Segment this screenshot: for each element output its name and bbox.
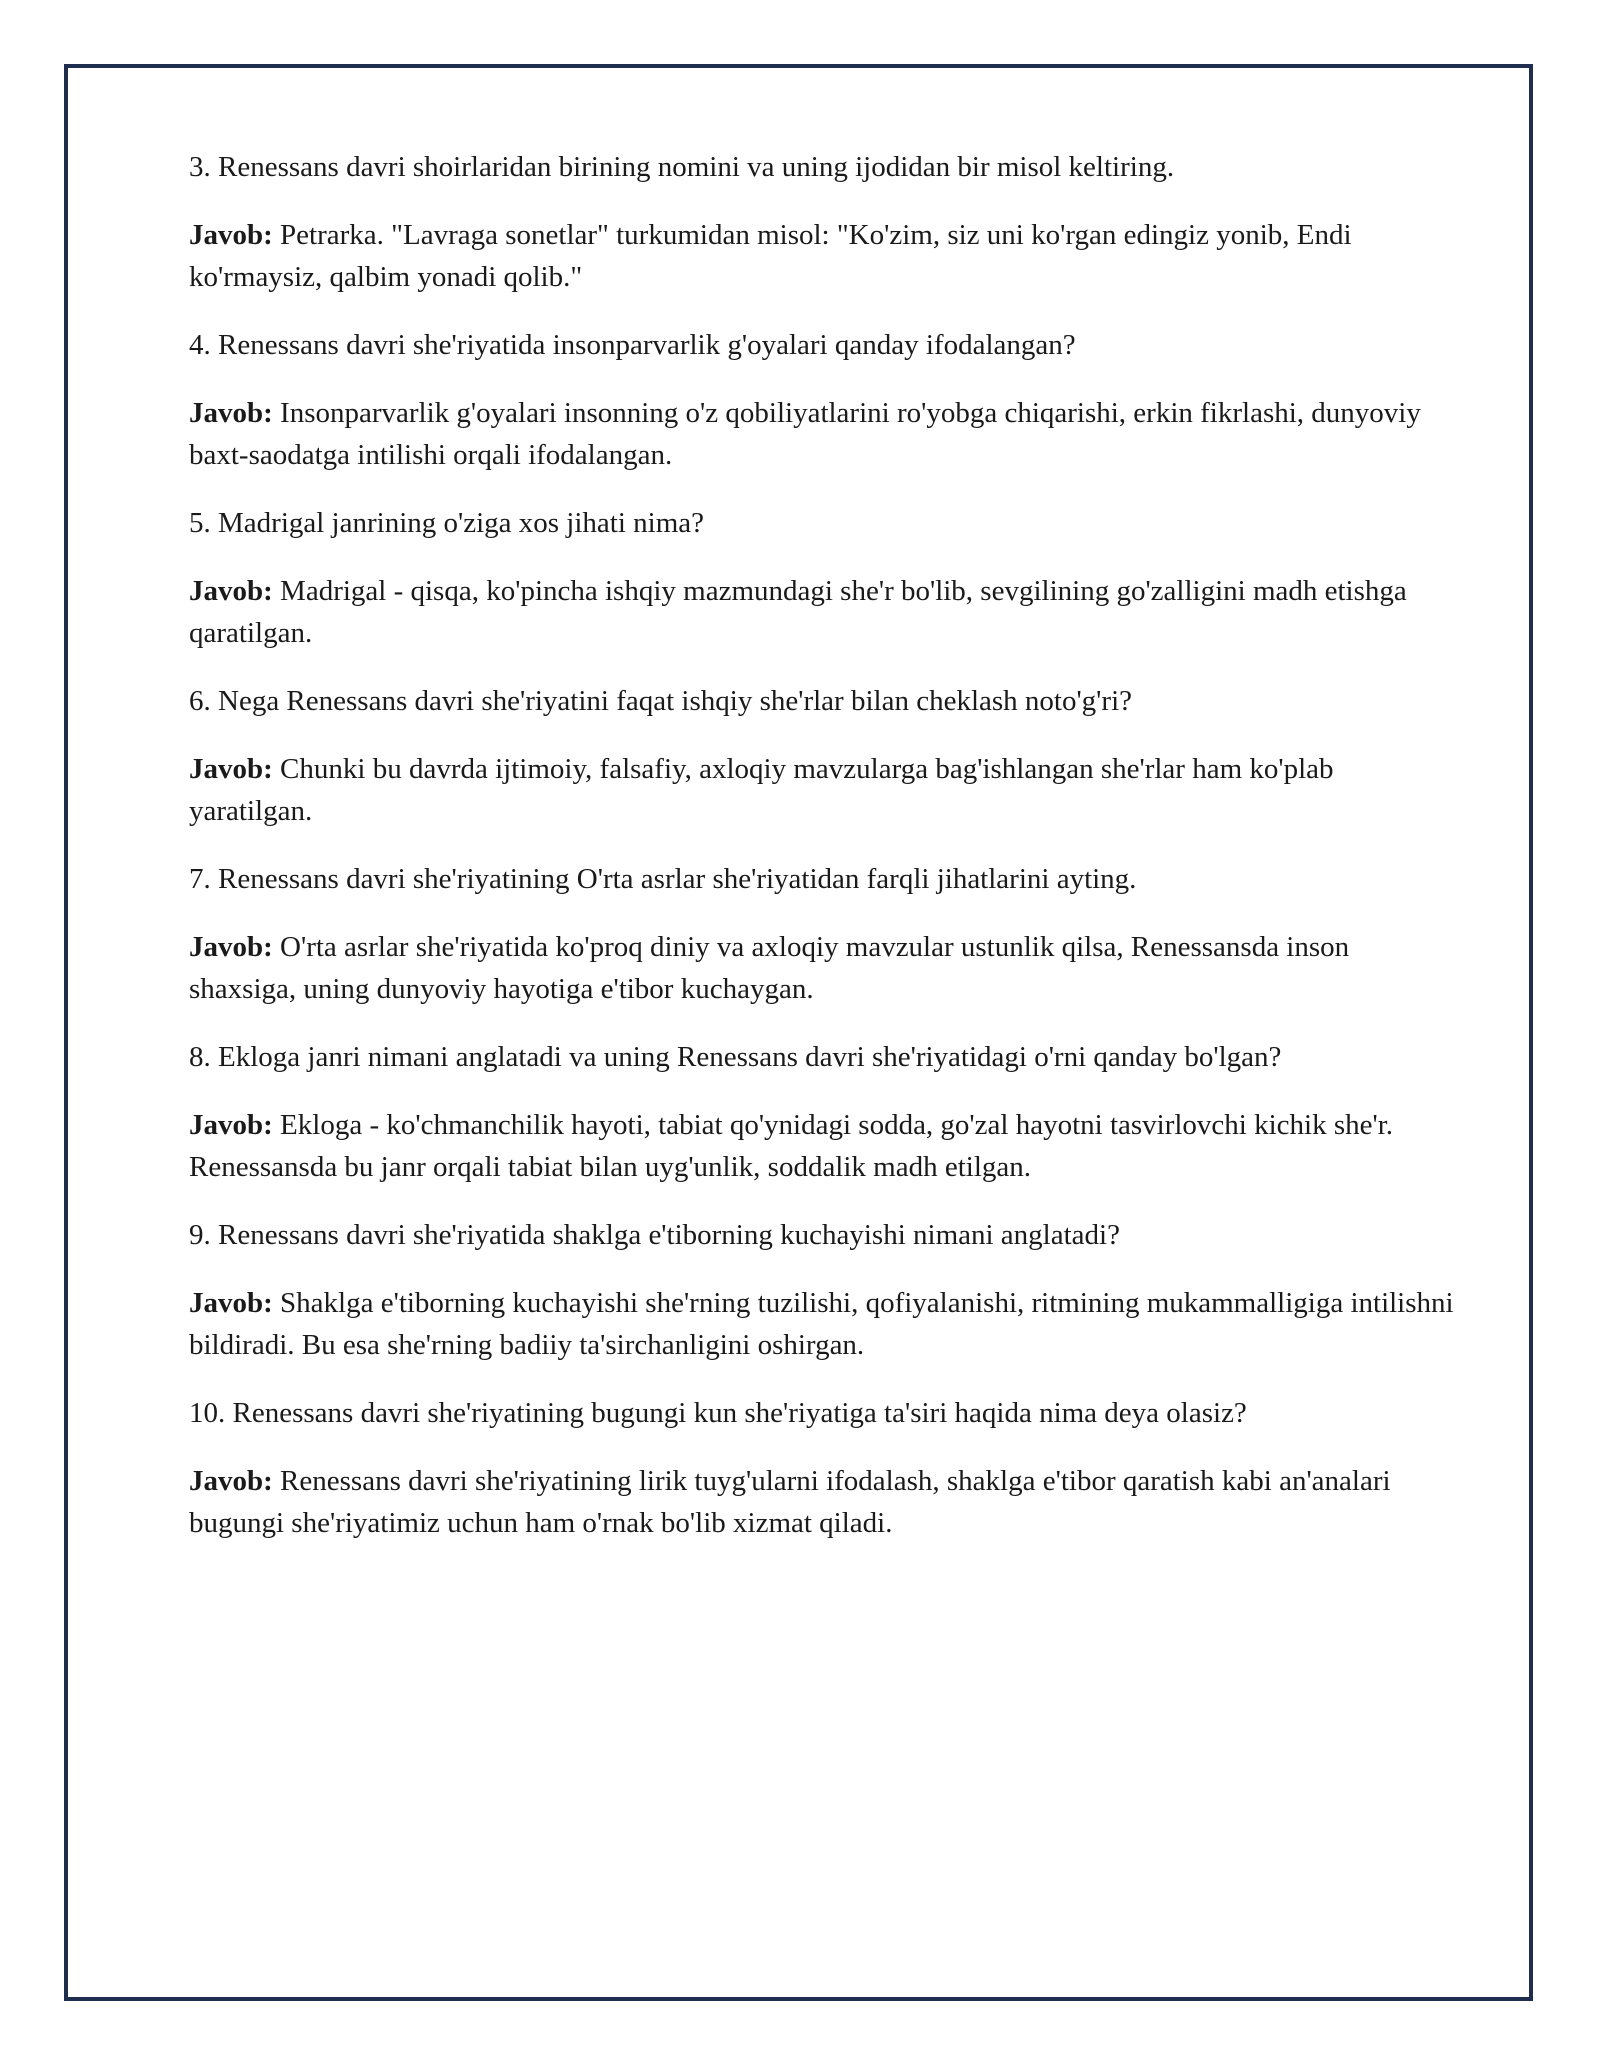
qa-item-8 <box>189 1036 1459 1188</box>
qa-item-10 <box>189 1392 1459 1544</box>
answer-label: Javob: <box>189 1465 273 1497</box>
answer-7 <box>189 926 1459 1010</box>
answer-6 <box>189 748 1459 832</box>
answer-text: Insonparvarlik g'oyalari insonning o'z qobiliyatlarini ro'yobga chiqarishi, erkin fikrlashi, dunyoviy baxt-saodatga intilishi orqali ifodalangan. <box>189 397 1421 471</box>
answer-label: Javob: <box>189 1287 273 1319</box>
qa-item-5 <box>189 502 1459 654</box>
answer-label: Javob: <box>189 575 273 607</box>
question-9: 9. Renessans davri she'riyatida shaklga e'tiborning kuchayishi nimani anglatadi? <box>189 1219 1120 1251</box>
answer-label: Javob: <box>189 931 273 963</box>
answer-9 <box>189 1282 1459 1366</box>
question-3: 3. Renessans davri shoirlaridan birining nomini va uning ijodidan bir misol keltiring. <box>189 151 1175 183</box>
answer-label: Javob: <box>189 753 273 785</box>
answer-label: Javob: <box>189 397 273 429</box>
qa-item-6 <box>189 680 1459 832</box>
answer-text: Petrarka. "Lavraga sonetlar" turkumidan misol: "Ko'zim, siz uni ko'rgan edingiz yonib, Endi ko'rmaysiz, qalbim yonadi qolib." <box>189 219 1352 293</box>
answer-4 <box>189 392 1459 476</box>
answer-text: Chunki bu davrda ijtimoiy, falsafiy, axloqiy mavzularga bag'ishlangan she'rlar ham ko'plab yaratilgan. <box>189 753 1334 827</box>
question-5: 5. Madrigal janrining o'ziga xos jihati nima? <box>189 507 705 539</box>
answer-text: Madrigal - qisqa, ko'pincha ishqiy mazmundagi she'r bo'lib, sevgilining go'zalligini madh etishga qaratilgan. <box>189 575 1407 649</box>
answer-3 <box>189 214 1459 298</box>
question-10: 10. Renessans davri she'riyatining bugungi kun she'riyatiga ta'siri haqida nima deya olasiz? <box>189 1397 1247 1429</box>
qa-item-9 <box>189 1214 1459 1366</box>
qa-item-4 <box>189 324 1459 476</box>
answer-text: Shaklga e'tiborning kuchayishi she'rning tuzilishi, qofiyalanishi, ritmining mukammalligiga intilishni bildiradi. Bu esa she'rning badiiy ta'sirchanligini oshirgan. <box>189 1287 1454 1361</box>
document-content <box>189 146 1459 1570</box>
answer-10 <box>189 1460 1459 1544</box>
question-6: 6. Nega Renessans davri she'riyatini faqat ishqiy she'rlar bilan cheklash noto'g'ri? <box>189 685 1132 717</box>
answer-text: O'rta asrlar she'riyatida ko'proq diniy va axloqiy mavzular ustunlik qilsa, Renessansda inson shaxsiga, uning dunyoviy hayotiga e'tibor kuchaygan. <box>189 931 1350 1005</box>
answer-text: Renessans davri she'riyatining lirik tuyg'ularni ifodalash, shaklga e'tibor qaratish kabi an'analari bugungi she'riyatimiz uchun ham o'rnak bo'lib xizmat qiladi. <box>189 1465 1391 1539</box>
answer-label: Javob: <box>189 1109 273 1141</box>
answer-label: Javob: <box>189 219 273 251</box>
answer-text: Ekloga - ko'chmanchilik hayoti, tabiat qo'ynidagi sodda, go'zal hayotni tasvirlovchi kichik she'r. Renessansda bu janr orqali tabiat bilan uyg'unlik, soddalik madh etilgan. <box>189 1109 1394 1183</box>
answer-8 <box>189 1104 1459 1188</box>
question-8: 8. Ekloga janri nimani anglatadi va uning Renessans davri she'riyatidagi o'rni qanday bo'lgan? <box>189 1041 1282 1073</box>
question-4: 4. Renessans davri she'riyatida insonparvarlik g'oyalari qanday ifodalangan? <box>189 329 1076 361</box>
question-7: 7. Renessans davri she'riyatining O'rta asrlar she'riyatidan farqli jihatlarini ayting. <box>189 863 1137 895</box>
qa-item-3 <box>189 146 1459 298</box>
answer-5 <box>189 570 1459 654</box>
qa-item-7 <box>189 858 1459 1010</box>
